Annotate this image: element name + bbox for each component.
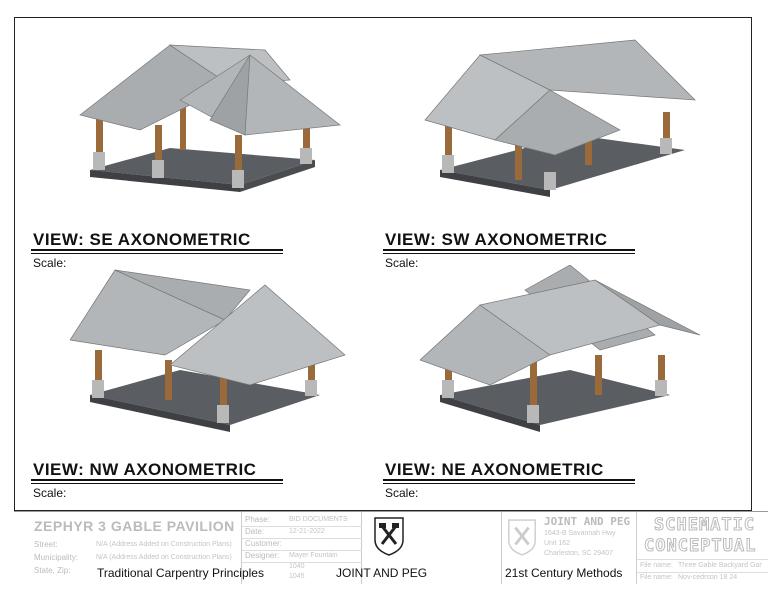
view-title-se: VIEW: SE AXONOMETRIC [33, 230, 251, 249]
view-title-underline [383, 483, 635, 484]
view-title-ne: VIEW: NE AXONOMETRIC [385, 460, 604, 479]
date-label: Date: [245, 527, 265, 536]
street-value: N/A (Address Added on Construction Plans) [96, 541, 232, 548]
view-se-render [70, 30, 360, 220]
company-name: JOINT AND PEG [544, 515, 631, 528]
scale-label: Scale: [33, 256, 67, 270]
schematic-stamp: SCHEMATIC [654, 515, 756, 535]
phase-label: Phase: [245, 515, 270, 524]
joint-and-peg-logo-faint-icon [506, 518, 538, 556]
scale-label: Scale: [385, 486, 419, 500]
company-address-1: 1643-B Savannah Hwy [544, 530, 616, 537]
project-title: ZEPHYR 3 GABLE PAVILION [34, 518, 235, 534]
customer-label: Customer: [245, 539, 282, 548]
file-name-value: Three Gable Backyard Gar [678, 562, 762, 569]
footer-right-text: 21st Century Methods [505, 566, 623, 580]
code-1: 1040 [289, 563, 305, 570]
joint-and-peg-logo-icon [372, 516, 406, 556]
tb-divider [637, 572, 768, 573]
view-title-underline [31, 479, 283, 481]
view-title-underline [383, 253, 635, 254]
designer-label: Designer: [245, 551, 280, 560]
view-sw-render [420, 30, 710, 220]
footer-left-text: Traditional Carpentry Principles [97, 566, 264, 580]
footer-center-text: JOINT AND PEG [336, 566, 428, 580]
designer-value: Mayer Fountain [289, 552, 338, 559]
street-label: Street: [34, 540, 58, 549]
file-name-label: File name: [640, 562, 673, 569]
company-address-2: Unit 162 [544, 540, 571, 547]
code-2: 1045 [289, 573, 305, 580]
view-title-underline [31, 483, 283, 484]
municipality-value: N/A (Address Added on Construction Plans) [96, 554, 232, 561]
date-value: 12-21-2022 [289, 528, 325, 535]
view-title-underline [31, 249, 283, 251]
file-no-value: Nov-cedrson 18 24 [678, 574, 738, 581]
company-address-3: Charleston, SC 29407 [544, 550, 613, 557]
view-title-nw: VIEW: NW AXONOMETRIC [33, 460, 257, 479]
view-nw-render [70, 265, 360, 455]
view-ne-render [420, 265, 710, 455]
scale-label: Scale: [33, 486, 67, 500]
view-title-underline [383, 479, 635, 481]
scale-label: Scale: [385, 256, 419, 270]
state-label: State, Zip: [34, 566, 71, 575]
tb-divider [637, 559, 768, 560]
conceptual-stamp: CONCEPTUAL [644, 536, 757, 556]
municipality-label: Municipality: [34, 553, 79, 562]
view-title-sw: VIEW: SW AXONOMETRIC [385, 230, 608, 249]
view-title-underline [383, 249, 635, 251]
view-title-underline [31, 253, 283, 254]
file-no-label: File name: [640, 574, 673, 581]
phase-value: BID DOCUMENTS [289, 516, 348, 523]
